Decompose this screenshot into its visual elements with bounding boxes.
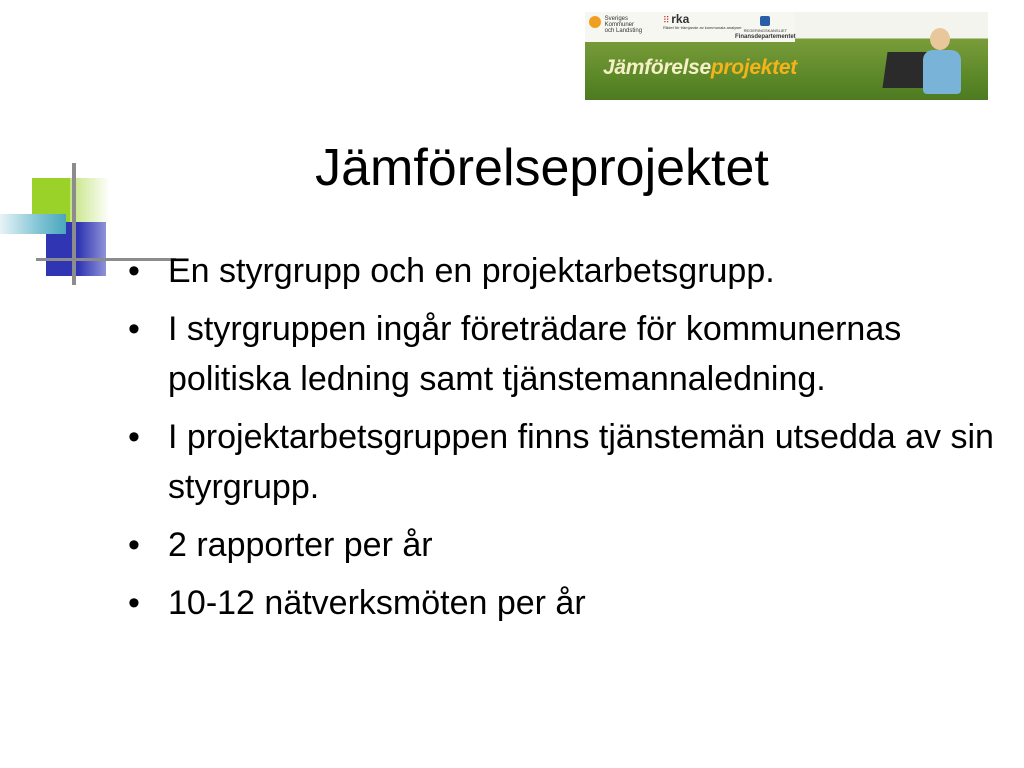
bullet-item: • 2 rapporter per år xyxy=(128,520,998,570)
decor-teal-bar xyxy=(0,214,66,234)
slide-title: Jämförelseprojektet xyxy=(315,139,769,197)
banner-title: Jämförelseprojektet xyxy=(603,56,797,79)
child-image-head xyxy=(930,28,950,50)
logo-row xyxy=(585,12,795,42)
bullet-item: • I styrgruppen ingår företrädare för kommunernas politiska ledning samt tjänstemannaledning. xyxy=(128,304,998,404)
regeringskansliet-logo: REGERINGSKANSLIET Finansdepartementet xyxy=(735,16,796,40)
rka-logo-icon: ⠿ xyxy=(663,15,670,25)
project-banner xyxy=(585,12,988,100)
skl-logo: Sveriges Kommuner och Landsting xyxy=(589,16,642,34)
bullet-item: • En styrgrupp och en projektarbetsgrupp. xyxy=(128,246,998,296)
skl-logo-icon xyxy=(589,16,601,28)
bullet-item: • 10-12 nätverksmöten per år xyxy=(128,578,998,628)
crown-icon xyxy=(760,16,770,26)
rka-logo: ⠿ rka Rådet för främjande av kommunala analyser xyxy=(663,12,742,30)
bullet-list xyxy=(128,246,998,636)
bullet-item: • I projektarbetsgruppen finns tjänstemän utsedda av sin styrgrupp. xyxy=(128,412,998,512)
child-image-body xyxy=(923,50,961,94)
